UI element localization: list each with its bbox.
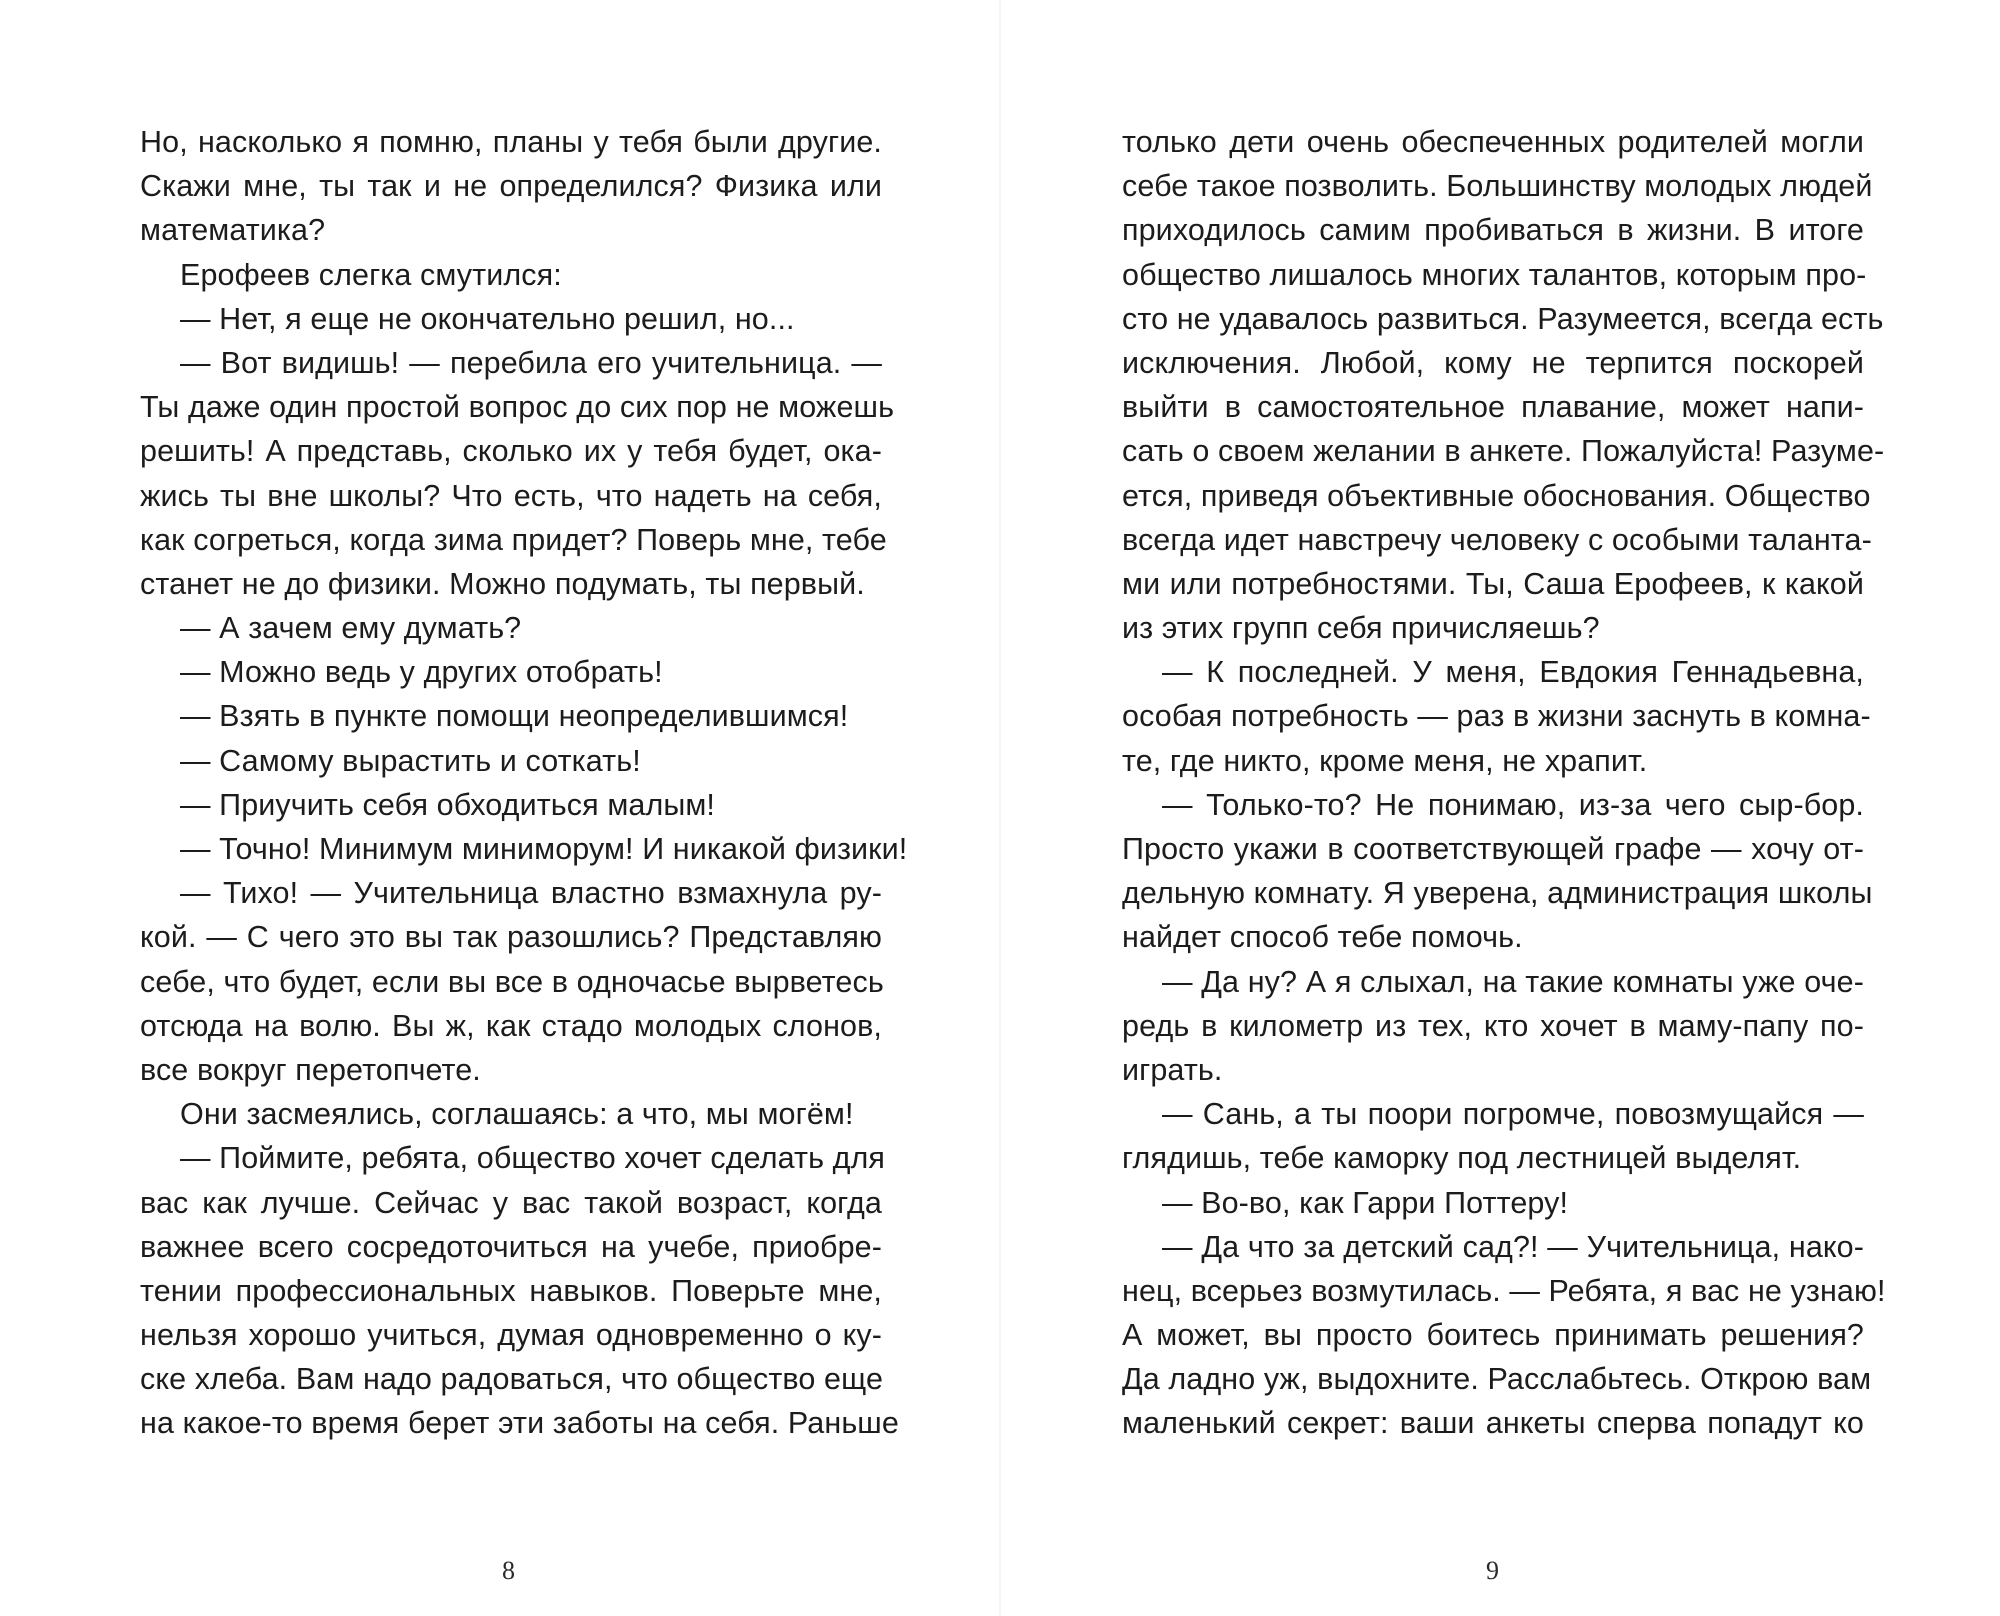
text-line: важнее всего сосредоточиться на учебе, приобре-: [140, 1229, 882, 1264]
text-line: всегда идет навстречу человеку с особыми таланта-: [1122, 522, 1872, 557]
text-line: общество лишалось многих талантов, которым про-: [1122, 257, 1867, 292]
page-number: 8: [502, 1556, 515, 1585]
text-line: — Приучить себя обходиться малым!: [180, 787, 716, 822]
text-line: Ерофеев слегка смутился:: [180, 257, 562, 292]
text-line: жись ты вне школы? Что есть, что надеть на себя,: [140, 478, 882, 513]
text-line: глядишь, тебе каморку под лестницей выделят.: [1122, 1141, 1802, 1176]
text-line: только дети очень обеспеченных родителей могли: [1122, 125, 1864, 159]
text-line: ется, приведя объективные обоснования. Общество: [1122, 478, 1871, 513]
text-line: — Можно ведь у других отобрать!: [180, 655, 663, 690]
text-line: решить! А представь, сколько их у тебя будет, ока-: [140, 434, 882, 469]
text-line: дельную комнату. Я уверена, администрация школы: [1122, 876, 1873, 911]
text-line: тении профессиональных навыков. Поверьте мне,: [140, 1273, 882, 1308]
text-line: отсюда на волю. Вы ж, как стадо молодых слонов,: [140, 1008, 882, 1043]
text-line: станет не до физики. Можно подумать, ты первый.: [140, 566, 865, 601]
text-line: все вокруг перетопчете.: [140, 1052, 481, 1087]
text-line: себе, что будет, если вы все в одночасье вырветесь: [140, 964, 884, 999]
text-line: особая потребность — раз в жизни заснуть в комна-: [1122, 699, 1871, 734]
text-line: — Взять в пункте помощи неопределившимся!: [180, 699, 849, 734]
text-line: ске хлеба. Вам надо радоваться, что общество еще: [140, 1362, 884, 1397]
left-page-text: [140, 120, 908, 1446]
text-line: найдет способ тебе помочь.: [1122, 920, 1523, 955]
text-line: А может, вы просто боитесь принимать решения?: [1122, 1318, 1864, 1353]
text-line: исключения. Любой, кому не терпится поскорей: [1122, 345, 1864, 380]
text-line: Скажи мне, ты так и не определился? Физика или: [140, 169, 882, 204]
text-line: — А зачем ему думать?: [180, 611, 522, 646]
text-line: — Самому вырастить и соткать!: [180, 743, 641, 778]
text-line: редь в километр из тех, кто хочет в маму-папу по-: [1122, 1008, 1864, 1043]
text-line: те, где никто, кроме меня, не храпит.: [1122, 743, 1648, 778]
text-line: приходилось самим пробиваться в жизни. В итоге: [1122, 213, 1864, 248]
text-line: из этих групп себя причисляешь?: [1122, 611, 1600, 646]
text-line: — К последней. У меня, Евдокия Геннадьевна,: [1162, 655, 1864, 690]
text-line: Они засмеялись, соглашаясь: а что, мы могём!: [180, 1097, 854, 1132]
right-page-text: [1122, 120, 1886, 1446]
text-line: маленький секрет: ваши анкеты сперва попадут ко: [1122, 1406, 1864, 1441]
text-line: — Тихо! — Учительница властно взмахнула ру-: [180, 876, 882, 911]
text-line: Просто укажи в соответствующей графе — хочу от-: [1122, 832, 1864, 866]
text-line: — Во-во, как Гарри Поттеру!: [1162, 1185, 1569, 1220]
text-line: — Нет, я еще не окончательно решил, но...: [180, 301, 795, 336]
text-line: — Точно! Минимум миниморум! И никакой физики!: [180, 832, 908, 866]
text-line: — Сань, а ты поори погромче, повозмущайся —: [1162, 1097, 1864, 1132]
text-line: вас как лучше. Сейчас у вас такой возраст, когда: [140, 1185, 882, 1220]
text-line: кой. — С чего это вы так разошлись? Представляю: [140, 920, 882, 955]
text-line: сать о своем желании в анкете. Пожалуйста! Разуме-: [1122, 434, 1885, 469]
text-line: сто не удавалось развиться. Разумеется, всегда есть: [1122, 301, 1884, 336]
text-line: — Да что за детский сад?! — Учительница, нако-: [1162, 1229, 1864, 1264]
text-line: Ты даже один простой вопрос до сих пор не можешь: [140, 390, 895, 425]
text-line: на какое-то время берет эти заботы на себя. Раньше: [140, 1406, 899, 1441]
text-line: как согреться, когда зима придет? Поверь мне, тебе: [140, 522, 887, 557]
text-line: — Поймите, ребята, общество хочет сделать для: [180, 1141, 886, 1176]
text-line: Но, насколько я помню, планы у тебя были другие.: [140, 125, 882, 159]
text-line: — Да ну? А я слыхал, на такие комнаты уже оче-: [1162, 964, 1864, 999]
text-line: Да ладно уж, выдохните. Расслабьтесь. Открою вам: [1122, 1362, 1872, 1397]
page-number: 9: [1486, 1556, 1499, 1585]
text-line: нец, всерьез возмутилась. — Ребята, я вас не узнаю!: [1122, 1273, 1886, 1308]
text-line: играть.: [1122, 1052, 1223, 1087]
text-line: выйти в самостоятельное плавание, может напи-: [1122, 390, 1864, 425]
text-line: — Вот видишь! — перебила его учительница. —: [180, 345, 882, 380]
right-page: [1000, 0, 2000, 1616]
text-line: себе такое позволить. Большинству молодых людей: [1122, 169, 1873, 204]
text-line: математика?: [140, 213, 326, 248]
text-line: — Только-то? Не понимаю, из-за чего сыр-бор.: [1162, 787, 1864, 822]
text-line: нельзя хорошо учиться, думая одновременно о ку-: [140, 1318, 882, 1353]
text-line: ми или потребностями. Ты, Саша Ерофеев, к какой: [1122, 566, 1864, 601]
